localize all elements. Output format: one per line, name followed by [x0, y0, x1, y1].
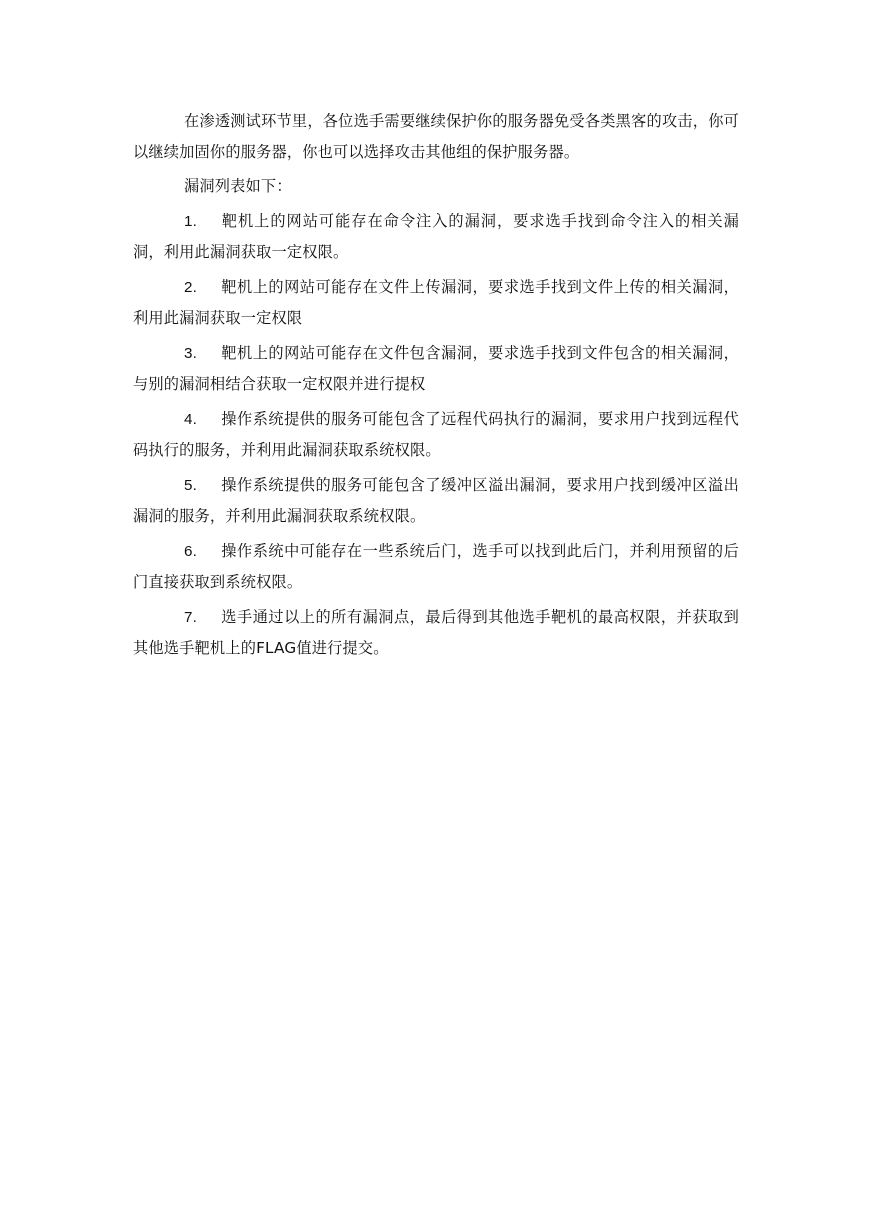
list-item-text: 操作系统提供的服务可能包含了缓冲区溢出漏洞，要求用户找到缓冲区溢出漏洞的服务，并利用此漏洞获取系统权限。: [133, 475, 739, 525]
list-item: [133, 338, 739, 400]
list-item-number: 6.: [184, 542, 198, 560]
list-item-text: 选手通过以上的所有漏洞点，最后得到其他选手靶机的最高权限，并获取到其他选手靶机上的FLAG值进行提交。: [133, 607, 739, 657]
list-item: [133, 536, 739, 598]
list-item-text: 靶机上的网站可能存在文件上传漏洞，要求选手找到文件上传的相关漏洞，利用此漏洞获取一定权限: [133, 277, 739, 327]
list-item: [133, 206, 739, 268]
list-item-text: 靶机上的网站可能存在命令注入的漏洞，要求选手找到命令注入的相关漏洞，利用此漏洞获取一定权限。: [133, 211, 739, 261]
list-item-text: 靶机上的网站可能存在文件包含漏洞，要求选手找到文件包含的相关漏洞，与别的漏洞相结合获取一定权限并进行提权: [133, 343, 739, 393]
intro-paragraph: 在渗透测试环节里，各位选手需要继续保护你的服务器免受各类黑客的攻击，你可以继续加固你的服务器，你也可以选择攻击其他组的保护服务器。: [133, 112, 739, 161]
list-item: [133, 272, 739, 334]
list-item-number: 7.: [184, 608, 198, 626]
document-body: [133, 106, 739, 668]
list-item-text: 操作系统中可能存在一些系统后门，选手可以找到此后门，并利用预留的后门直接获取到系统权限。: [133, 541, 739, 591]
list-item: [133, 404, 739, 466]
list-item: [133, 602, 739, 664]
list-item-text: 操作系统提供的服务可能包含了远程代码执行的漏洞，要求用户找到远程代码执行的服务，并利用此漏洞获取系统权限。: [133, 409, 739, 459]
list-heading: 漏洞列表如下：: [184, 177, 292, 195]
list-item-number: 3.: [184, 344, 198, 362]
list-item-number: 5.: [184, 476, 198, 494]
list-item-number: 2.: [184, 278, 198, 296]
list-item-number: 4.: [184, 410, 198, 428]
list-item-number: 1.: [184, 212, 198, 230]
list-item: [133, 470, 739, 532]
